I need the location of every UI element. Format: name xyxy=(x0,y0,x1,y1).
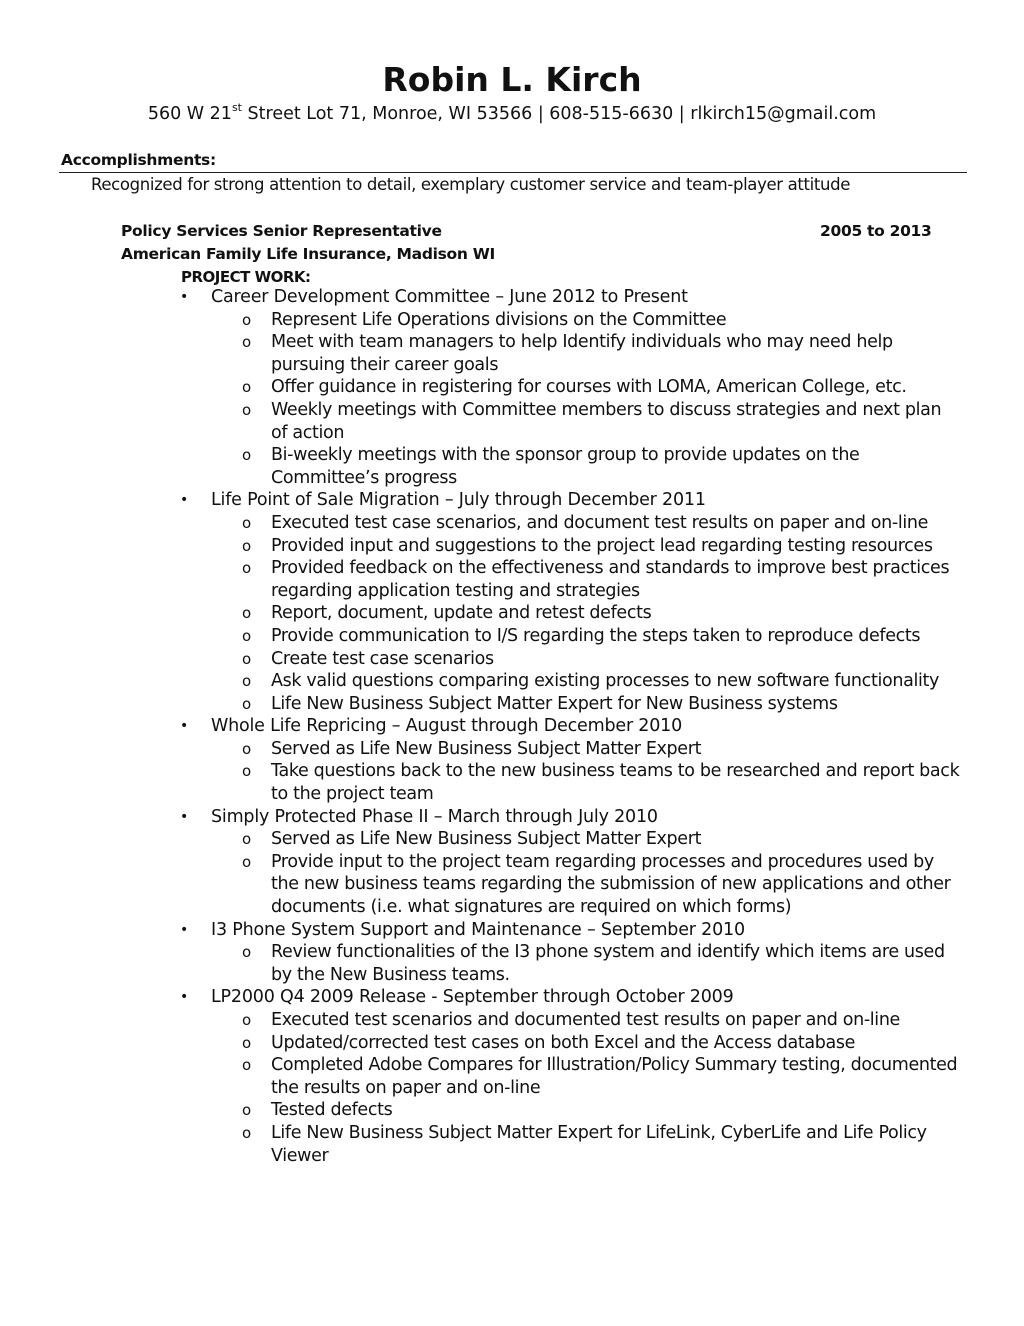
project-detail-text: Served as Life New Business Subject Matter Expert xyxy=(271,829,702,850)
project-detail-text: Provide input to the project team regarding processes and procedures used by the new business teams regarding the submission of new applications and other documents (i.e. what signatures are required on which forms) xyxy=(271,851,951,918)
sub-bullet-icon: o xyxy=(242,513,251,532)
sub-bullet-icon: o xyxy=(242,400,251,419)
project-title-line xyxy=(0,715,1024,738)
project-title: LP2000 Q4 2009 Release - September through October 2009 xyxy=(211,987,734,1008)
contact-line xyxy=(0,102,1024,126)
project-item xyxy=(0,286,1024,489)
project-title: Simply Protected Phase II – March through July 2010 xyxy=(211,806,658,827)
sub-bullet-icon: o xyxy=(242,604,251,623)
project-detail-text: Meet with team managers to help Identify individuals who may need help pursuing their career goals xyxy=(271,332,893,375)
project-title: Life Point of Sale Migration – July through December 2011 xyxy=(211,490,706,511)
project-detail xyxy=(0,376,961,399)
project-item xyxy=(0,986,1024,1167)
project-detail-text: Executed test case scenarios, and document test results on paper and on-line xyxy=(271,512,929,533)
project-detail-text: Life New Business Subject Matter Expert for LifeLink, CyberLife and Life Policy Viewer xyxy=(271,1122,927,1166)
project-detail-text: Represent Life Operations divisions on the Committee xyxy=(271,309,727,330)
accomplishments-heading: Accomplishments: xyxy=(61,151,216,169)
project-detail xyxy=(0,331,961,376)
project-detail xyxy=(0,648,961,671)
project-detail-text: Review functionalities of the I3 phone system and identify which items are used by the New Business teams. xyxy=(271,942,945,985)
project-work-label: PROJECT WORK: xyxy=(181,268,311,286)
sub-bullet-icon: o xyxy=(242,446,251,465)
address-rest: Street Lot 71, Monroe, WI 53566 | 608-515-6630 | rlkirch15@gmail.com xyxy=(241,104,877,124)
project-title: Career Development Committee – June 2012 to Present xyxy=(211,287,688,307)
project-detail xyxy=(0,670,961,693)
bullet-icon: • xyxy=(180,808,189,825)
job-dates: 2005 to 2013 xyxy=(820,222,932,240)
project-detail xyxy=(0,512,961,535)
address-start: 560 W 21 xyxy=(147,104,232,124)
project-detail-text: Served as Life New Business Subject Matter Expert xyxy=(271,738,702,759)
sub-bullet-icon: o xyxy=(242,333,251,352)
project-detail-text: Weekly meetings with Committee members to discuss strategies and next plan of action xyxy=(271,399,942,443)
sub-bullet-icon: o xyxy=(242,943,251,962)
project-detail xyxy=(0,625,961,648)
project-detail-text: Executed test scenarios and documented test results on paper and on-line xyxy=(271,1010,900,1030)
sub-bullet-icon: o xyxy=(242,739,251,758)
address-ordinal: st xyxy=(231,101,242,114)
bullet-icon: • xyxy=(180,989,189,1006)
bullet-icon: • xyxy=(180,289,189,305)
bullet-icon: • xyxy=(180,492,189,509)
project-detail-text: Updated/corrected test cases on both Excel and the Access database xyxy=(271,1032,856,1053)
section-divider xyxy=(59,172,967,173)
bullet-icon: • xyxy=(180,718,189,735)
sub-bullet-icon: o xyxy=(242,694,251,713)
project-title: I3 Phone System Support and Maintenance – September 2010 xyxy=(211,919,745,940)
sub-bullet-icon: o xyxy=(242,762,251,781)
project-detail xyxy=(0,693,961,716)
project-detail-text: Offer guidance in registering for courses with LOMA, American College, etc. xyxy=(271,377,907,398)
sub-bullet-icon: o xyxy=(242,830,251,849)
project-detail xyxy=(0,1009,961,1032)
project-detail xyxy=(0,1099,961,1122)
project-detail xyxy=(0,941,961,986)
project-title-line xyxy=(0,489,1024,512)
accomplishments-summary: Recognized for strong attention to detail, exemplary customer service and team-player attitude xyxy=(91,175,851,194)
sub-bullet-icon: o xyxy=(242,536,251,555)
project-detail xyxy=(0,828,961,851)
project-detail xyxy=(0,557,961,602)
project-title-line xyxy=(0,919,1024,942)
sub-bullet-icon: o xyxy=(242,626,251,645)
candidate-name: Robin L. Kirch xyxy=(382,60,642,99)
project-detail xyxy=(0,851,961,919)
sub-bullet-icon: o xyxy=(242,1056,251,1075)
sub-bullet-icon: o xyxy=(242,649,251,668)
project-title: Whole Life Repricing – August through December 2010 xyxy=(211,716,683,737)
sub-bullet-icon: o xyxy=(242,1123,251,1142)
bullet-icon: • xyxy=(180,921,189,938)
sub-bullet-icon: o xyxy=(242,1011,251,1029)
project-detail xyxy=(0,309,961,332)
sub-bullet-icon: o xyxy=(242,559,251,578)
project-list xyxy=(0,286,1024,1167)
sub-bullet-icon: o xyxy=(242,310,251,329)
project-detail-text: Life New Business Subject Matter Expert for New Business systems xyxy=(271,693,838,714)
project-detail xyxy=(0,602,961,625)
sub-bullet-icon: o xyxy=(242,852,251,871)
project-item xyxy=(0,489,1024,715)
job-title: Policy Services Senior Representative xyxy=(121,222,442,240)
project-detail xyxy=(0,738,961,761)
project-item xyxy=(0,715,1024,805)
project-detail-text: Report, document, update and retest defects xyxy=(271,603,652,624)
sub-bullet-icon: o xyxy=(242,378,251,397)
sub-bullet-icon: o xyxy=(242,672,251,691)
project-item xyxy=(0,806,1024,919)
project-detail-text: Completed Adobe Compares for Illustration/Policy Summary testing, documented the results on paper and on-line xyxy=(271,1055,958,1098)
job-company: American Family Life Insurance, Madison WI xyxy=(121,245,495,263)
project-title-line xyxy=(0,286,1024,309)
project-detail-text: Create test case scenarios xyxy=(271,648,494,669)
project-title-line xyxy=(0,806,1024,829)
project-title-line xyxy=(0,986,1024,1009)
project-detail-text: Provided feedback on the effectiveness and standards to improve best practices regarding application testing and strategies xyxy=(271,558,950,601)
project-detail-text: Tested defects xyxy=(271,1100,393,1121)
project-detail-text: Provided input and suggestions to the project lead regarding testing resources xyxy=(271,535,933,556)
project-item xyxy=(0,919,1024,987)
project-detail xyxy=(0,444,961,489)
sub-bullet-icon: o xyxy=(242,1033,251,1052)
project-detail xyxy=(0,1054,961,1099)
project-detail-text: Take questions back to the new business teams to be researched and report back to the project team xyxy=(271,761,960,805)
sub-bullet-icon: o xyxy=(242,1101,251,1120)
project-detail xyxy=(0,399,961,444)
project-detail-text: Provide communication to I/S regarding the steps taken to reproduce defects xyxy=(271,625,921,646)
project-detail xyxy=(0,1122,961,1167)
project-detail xyxy=(0,1032,961,1055)
project-detail xyxy=(0,760,961,805)
project-detail-text: Ask valid questions comparing existing processes to new software functionality xyxy=(271,671,939,692)
project-detail-text: Bi-weekly meetings with the sponsor group to provide updates on the Committee’s progress xyxy=(271,445,860,488)
project-detail xyxy=(0,535,961,558)
